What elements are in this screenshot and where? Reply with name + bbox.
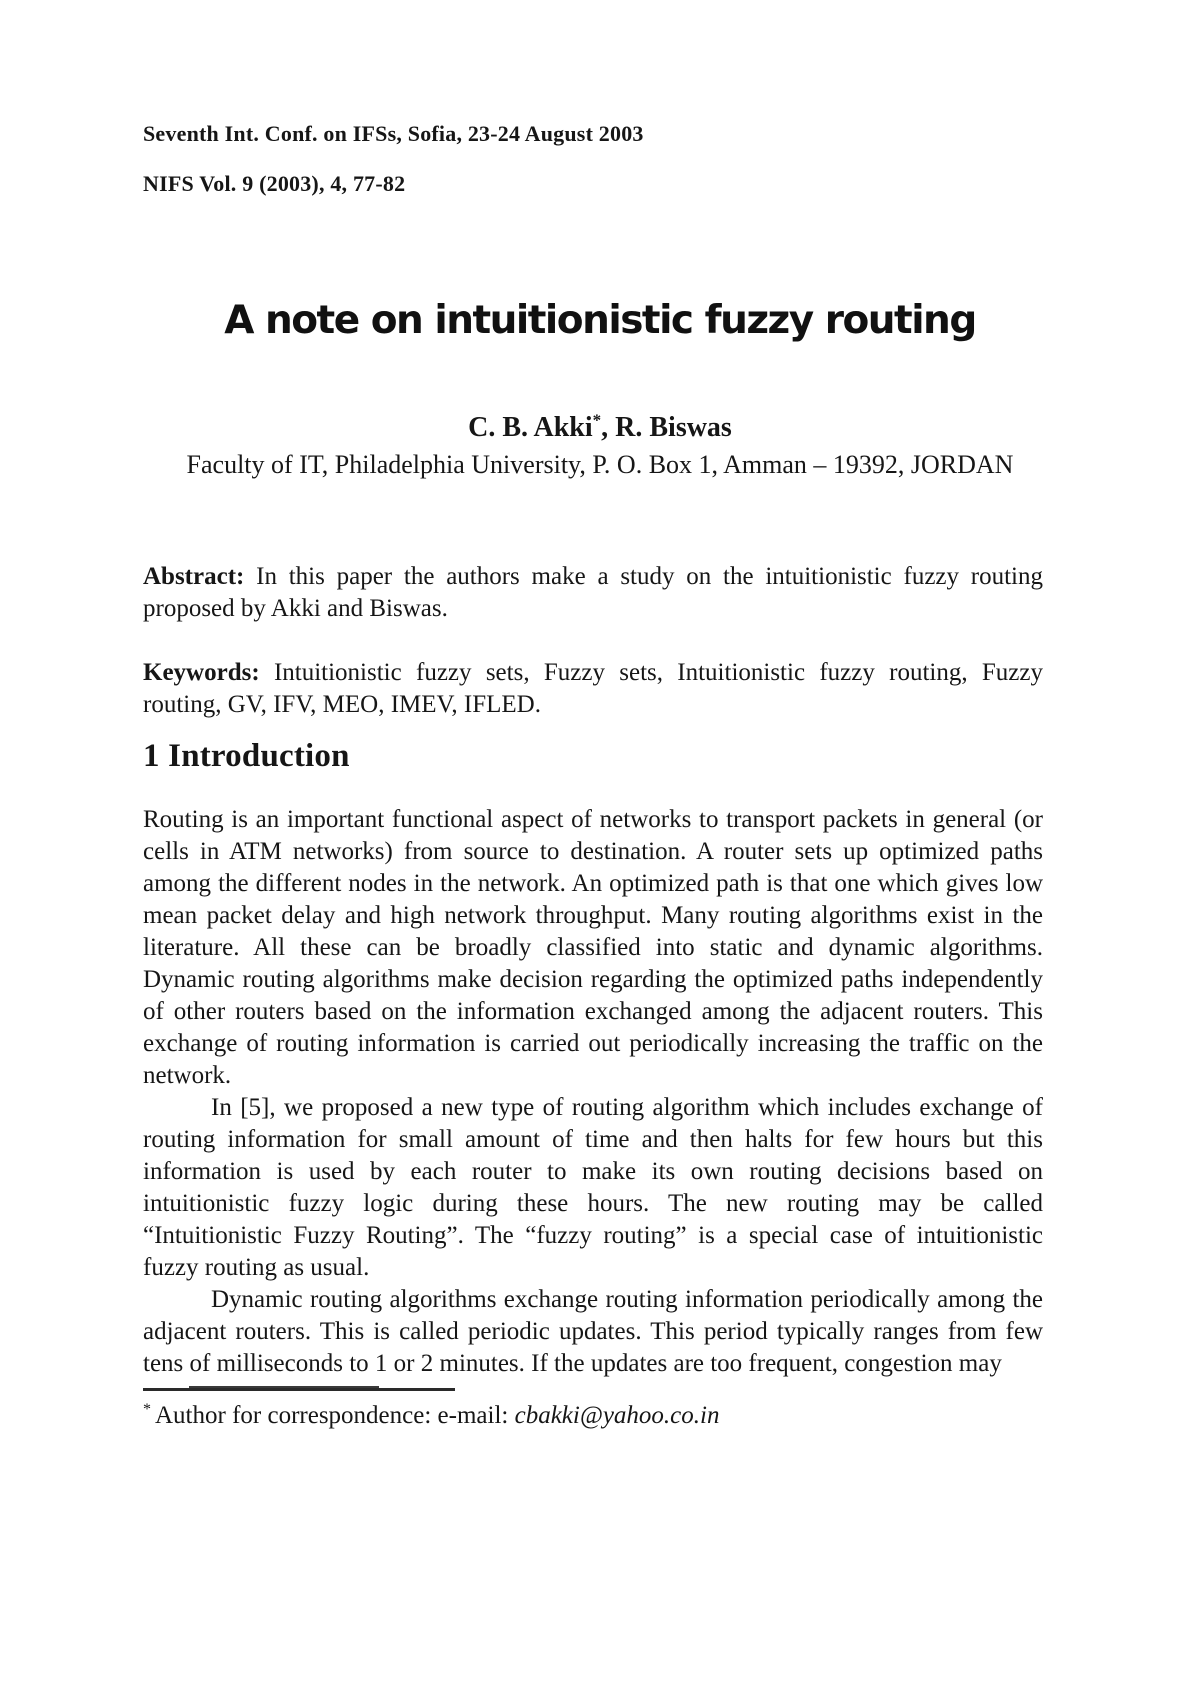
introduction-body (143, 804, 1043, 1380)
footnote-separator-rule (143, 1388, 455, 1391)
journal-volume-reference: NIFS Vol. 9 (2003), 4, 77-82 (143, 171, 406, 196)
footnote-text: Author for correspondence: e-mail: (155, 1402, 515, 1429)
abstract-label: Abstract: (143, 563, 245, 590)
author-affiliation: Faculty of IT, Philadelphia University, P. O. Box 1, Amman – 19392, JORDAN (186, 450, 1014, 479)
author-byline (0, 412, 1200, 444)
section-heading-introduction: 1 Introduction (143, 738, 350, 774)
paper-title: A note on intuitionistic fuzzy routing (224, 298, 976, 343)
conference-header: Seventh Int. Conf. on IFSs, Sofia, 23-24 August 2003 (143, 121, 644, 146)
abstract-paragraph (143, 561, 1043, 625)
footnote-marker: * (143, 1400, 151, 1418)
introduction-paragraph-1: Routing is an important functional aspect of networks to transport packets in general (or cells in ATM networks) from source to destination. A router sets up optimized paths among the different nodes in the network. An optimized path is that one which gives low mean packet delay and high network throughput. Many routing algorithms exist in the literature. All these can be broadly classified into static and dynamic algorithms. Dynamic routing algorithms make decision regarding the optimized paths independently of other routers based on the information exchanged among the adjacent routers. This exchange of routing information is carried out periodically increasing the traffic on the network. (143, 806, 1043, 1089)
keywords-label: Keywords: (143, 659, 260, 686)
author-footnote-marker: * (592, 410, 602, 430)
keywords-paragraph (143, 657, 1043, 721)
correspondence-footnote (143, 1400, 1043, 1432)
author-name-1: C. B. Akki (468, 412, 593, 443)
abstract-text: In this paper the authors make a study on the intuitionistic fuzzy routing proposed by Akki and Biswas. (143, 563, 1043, 622)
keywords-text: Intuitionistic fuzzy sets, Fuzzy sets, Intuitionistic fuzzy routing, Fuzzy routing, GV, IFV, MEO, IMEV, IFLED. (143, 659, 1043, 718)
author-name-2: , R. Biswas (601, 412, 732, 443)
correspondence-email: cbakki@yahoo.co.in (514, 1402, 720, 1429)
introduction-paragraph-2: In [5], we proposed a new type of routing algorithm which includes exchange of routing information for small amount of time and then halts for few hours but this information is used by each router to make its own routing decisions based on intuitionistic fuzzy logic during these hours. The new routing may be called “Intuitionistic Fuzzy Routing”. The “fuzzy routing” is a special case of intuitionistic fuzzy routing as usual. (143, 1094, 1043, 1281)
introduction-paragraph-3: Dynamic routing algorithms exchange routing information periodically among the adjacent routers. This is called periodic updates. This period typically ranges from few tens of milliseconds to 1 or 2 minutes. If the updates are too frequent, congestion may (143, 1286, 1043, 1377)
